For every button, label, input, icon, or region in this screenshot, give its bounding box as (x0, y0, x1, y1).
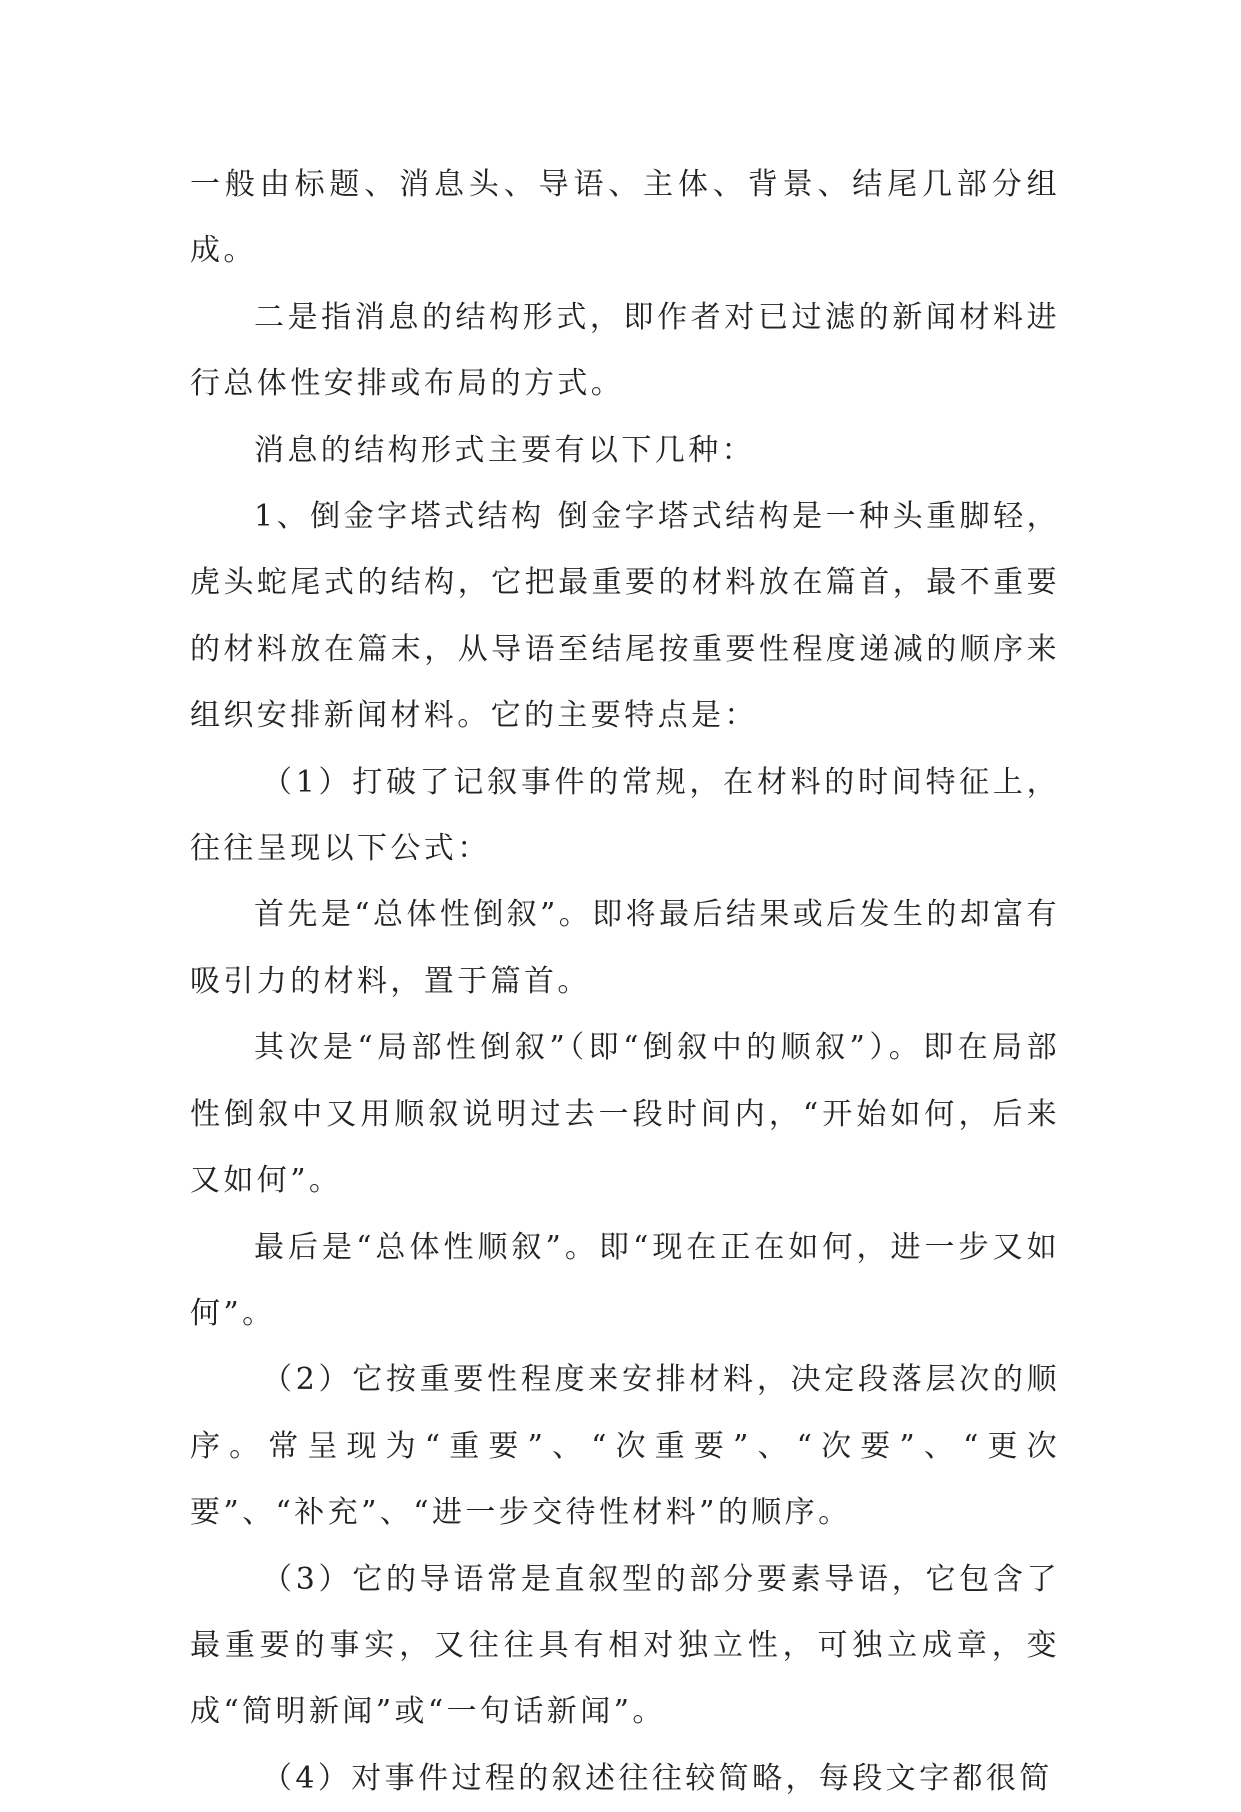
paragraph: 二是指消息的结构形式，即作者对已过滤的新闻材料进行总体性安排或布局的方式。 (190, 299, 1060, 402)
paragraph: （1）打破了记叙事件的常规，在材料的时间特征上，往往呈现以下公式： (190, 764, 1060, 867)
paragraph: （2）它按重要性程度来安排材料，决定段落层次的顺序。常呈现为“重要”、“次重要”、“次要”、“更次要”、“补充”、“进一步交待性材料”的顺序。 (190, 1362, 1060, 1531)
paragraph: 首先是“总体性倒叙”。即将最后结果或后发生的却富有吸引力的材料，置于篇首。 (190, 897, 1060, 999)
paragraph: （4）对事件过程的叙述往往较简略，每段文字都很简 (262, 1760, 1053, 1796)
paragraph: 其次是“局部性倒叙”（即“倒叙中的顺叙”）。即在局部性倒叙中又用顺叙说明过去一段时间内，“开始如何，后来又如何”。 (190, 1030, 1060, 1199)
paragraph: 1、倒金字塔式结构 倒金字塔式结构是一种头重脚轻，虎头蛇尾式的结构，它把最重要的材料放在篇首，最不重要的材料放在篇末，从导语至结尾按重要性程度递减的顺序来组织安排新闻材料。它的主要特点是： (190, 499, 1060, 734)
paragraph: 最后是“总体性顺叙”。即“现在正在如何，进一步又如何”。 (190, 1229, 1060, 1331)
paragraph: 一般由标题、消息头、导语、主体、背景、结尾几部分组成。 (190, 167, 1060, 269)
paragraph: 消息的结构形式主要有以下几种： (254, 432, 755, 468)
paragraph: （3）它的导语常是直叙型的部分要素导语，它包含了最重要的事实，又往往具有相对独立性，可独立成章，变成“简明新闻”或“一句话新闻”。 (190, 1561, 1060, 1730)
body-text (190, 152, 1060, 1812)
